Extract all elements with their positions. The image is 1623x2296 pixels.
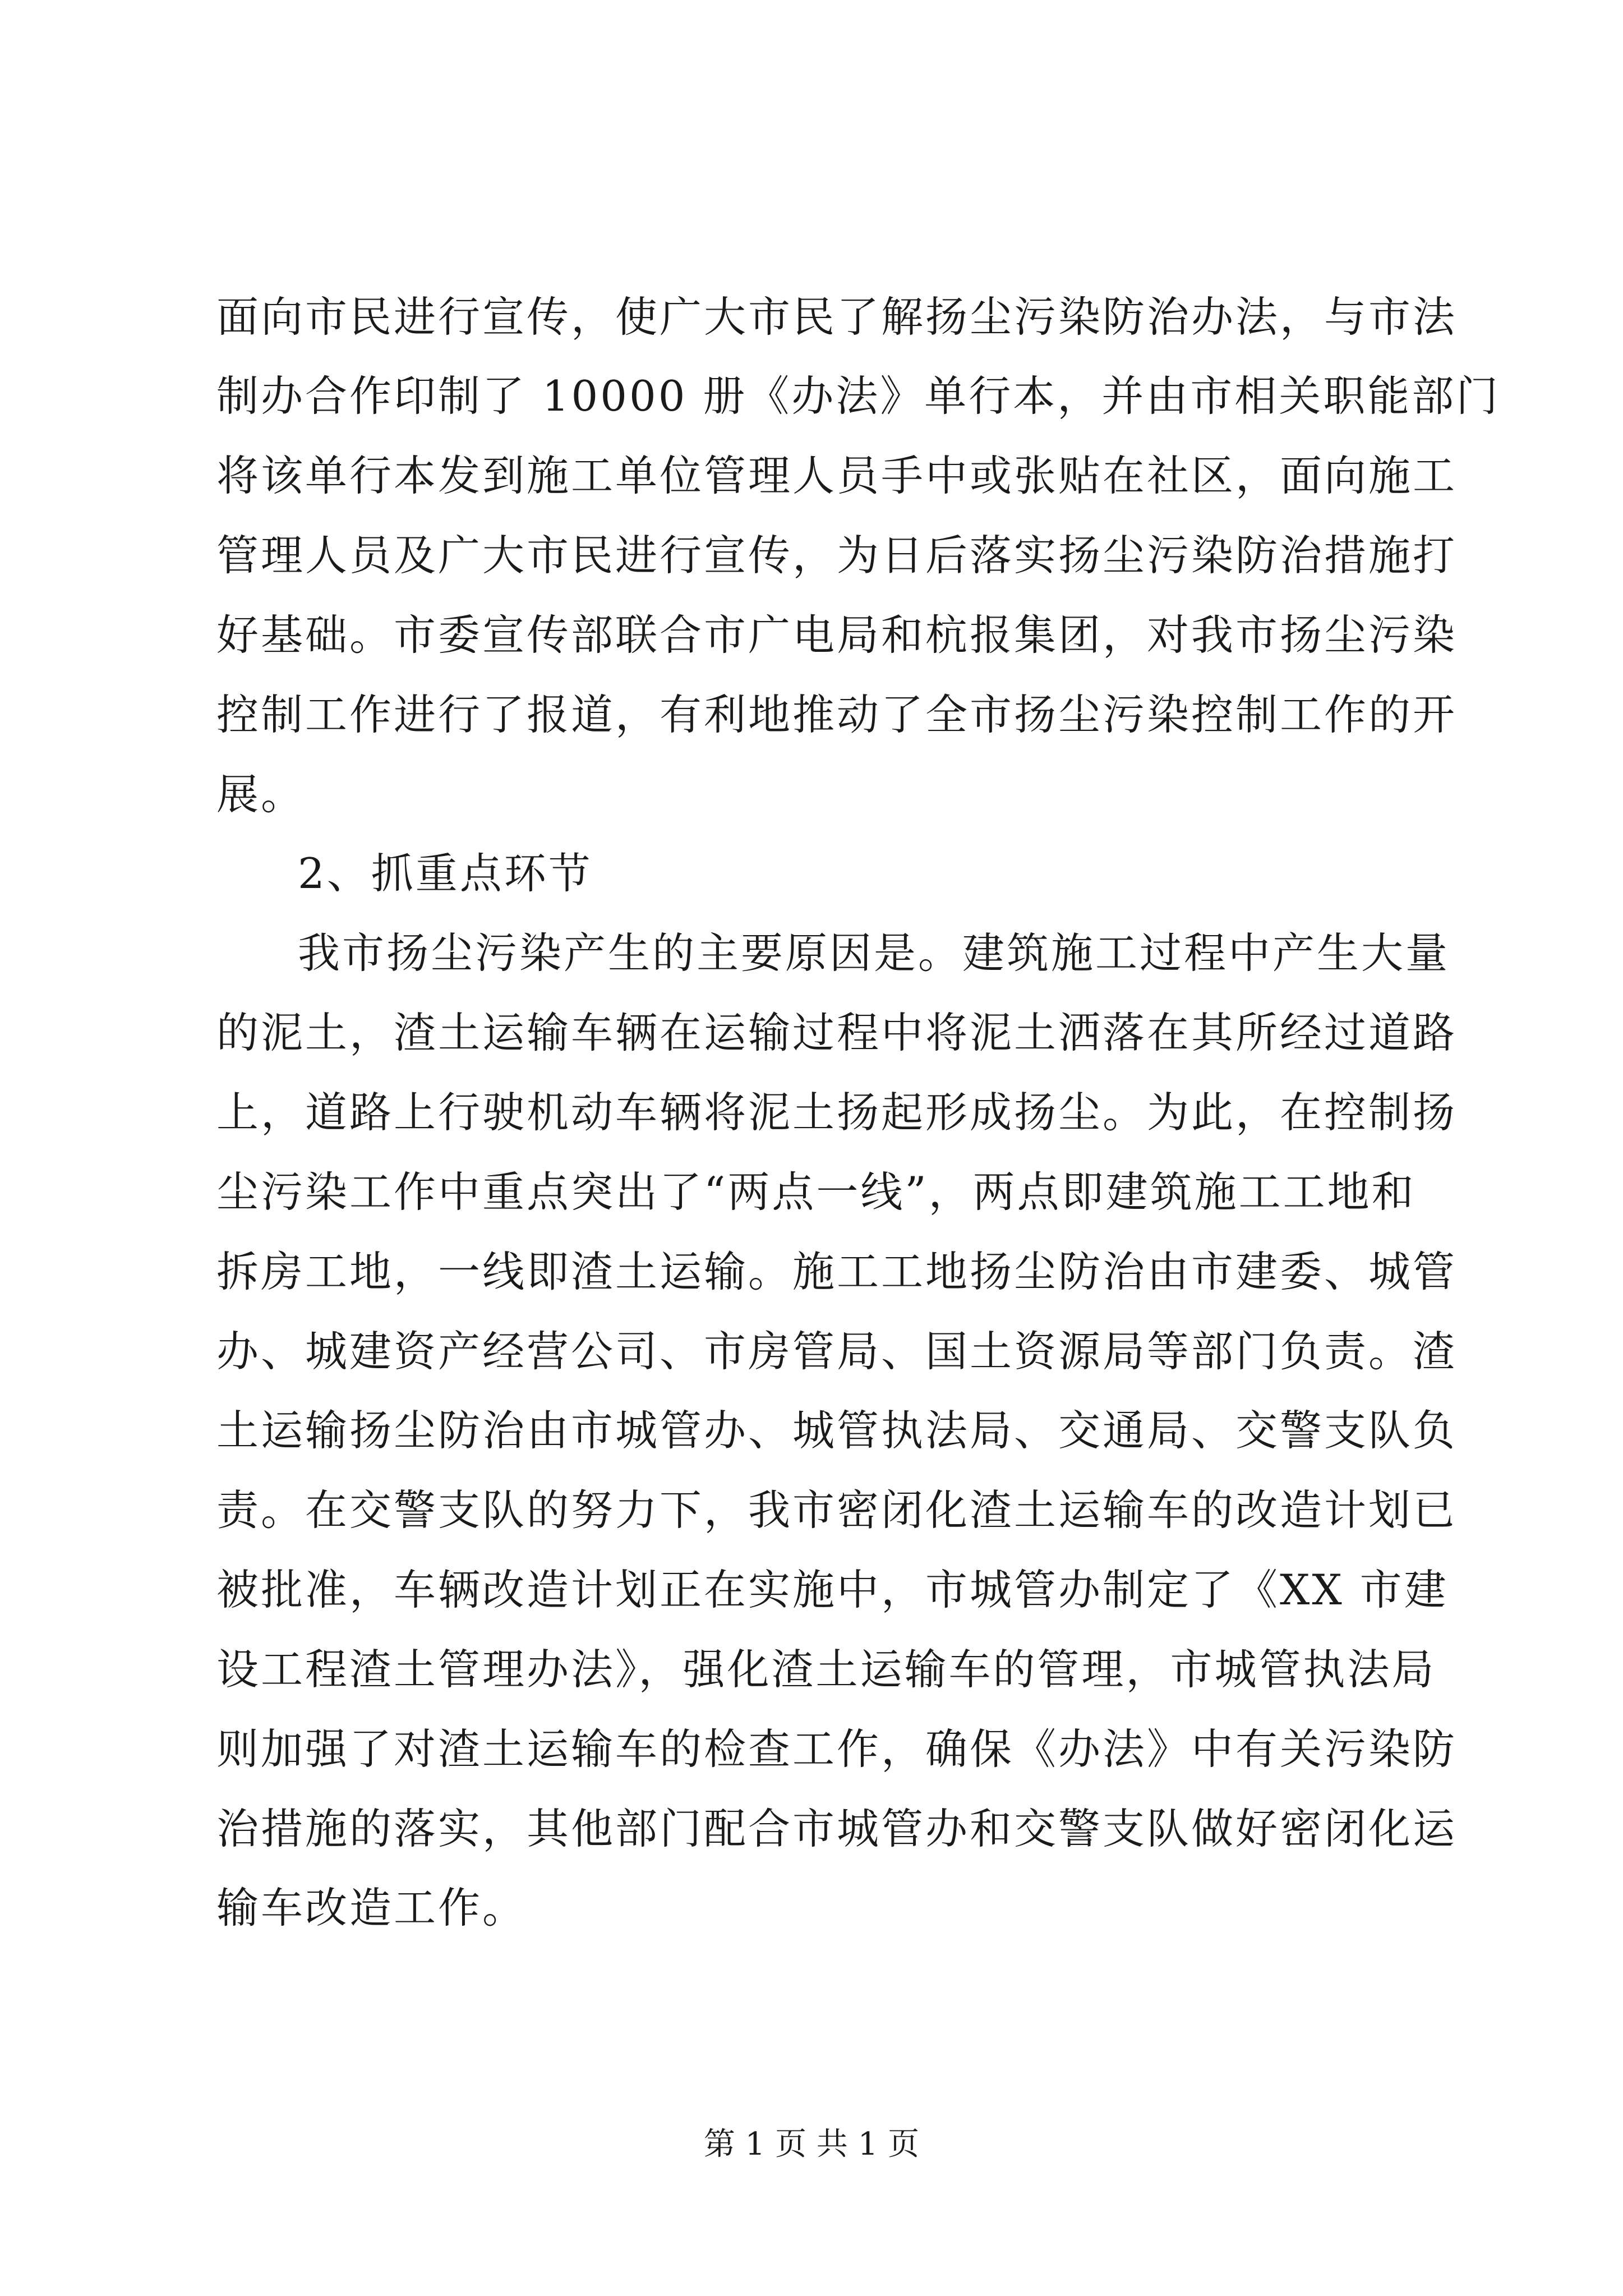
text-line: 的泥土，渣土运输车辆在运输过程中将泥土洒落在其所经过道路 <box>216 1008 1458 1057</box>
text-line: 输车改造工作。 <box>216 1883 527 1932</box>
text-line: 管理人员及广大市民进行宣传，为日后落实扬尘污染防治措施打 <box>216 531 1458 580</box>
text-line: 好基础。市委宣传部联合市广电局和杭报集团，对我市扬尘污染 <box>216 610 1458 660</box>
text-line: 则加强了对渣土运输车的检查工作，确保《办法》中有关污染防 <box>216 1724 1458 1774</box>
text-line: 责。在交警支队的努力下，我市密闭化渣土运输车的改造计划已 <box>216 1485 1458 1535</box>
text-line: 制办合作印制了 10000 册《办法》单行本，并由市相关职能部门 <box>216 371 1501 421</box>
text-line: 被批准，车辆改造计划正在实施中，市城管办制定了《XX 市建 <box>216 1565 1449 1614</box>
page-footer: 第 1 页 共 1 页 <box>703 2126 920 2162</box>
text-line: 展。 <box>216 770 306 819</box>
section-heading: 2、抓重点环节 <box>298 849 593 898</box>
text-line: 治措施的落实，其他部门配合市城管办和交警支队做好密闭化运 <box>216 1804 1458 1853</box>
text-line: 将该单行本发到施工单位管理人员手中或张贴在社区，面向施工 <box>216 451 1458 500</box>
text-line: 设工程渣土管理办法》，强化渣土运输车的管理，市城管执法局 <box>216 1645 1436 1694</box>
text-line: 尘污染工作中重点突出了“两点一线”，两点即建筑施工工地和 <box>216 1167 1416 1217</box>
text-line: 上，道路上行驶机动车辆将泥土扬起形成扬尘。为此，在控制扬 <box>216 1088 1458 1137</box>
text-line: 拆房工地，一线即渣土运输。施工工地扬尘防治由市建委、城管 <box>216 1247 1458 1296</box>
text-line: 控制工作进行了报道，有利地推动了全市扬尘污染控制工作的开 <box>216 690 1458 739</box>
text-line: 办、城建资产经营公司、市房管局、国土资源局等部门负责。渣 <box>216 1327 1458 1376</box>
text-line: 面向市民进行宣传，使广大市民了解扬尘污染防治办法，与市法 <box>216 292 1458 342</box>
text-line: 我市扬尘污染产生的主要原因是。建筑施工过程中产生大量 <box>298 928 1450 978</box>
text-line: 土运输扬尘防治由市城管办、城管执法局、交通局、交警支队负 <box>216 1406 1458 1455</box>
